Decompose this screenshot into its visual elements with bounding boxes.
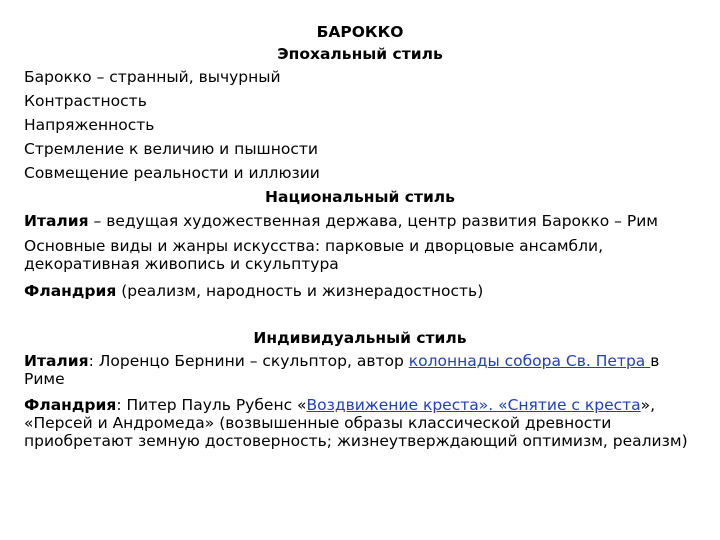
individual-heading: Индивидуальный стиль	[253, 329, 467, 347]
epochal-item: Напряженность	[24, 116, 155, 134]
national-heading: Национальный стиль	[265, 188, 455, 206]
individual-italy-text: : Лоренцо Бернини – скульптор, автор	[88, 352, 409, 370]
individual-flanders-text-end: », «Персей и Андромеда» (возвышенные образы классической древности приобретают земную достоверность; жизнеутверждающий оптимизм, реализм)	[24, 396, 688, 450]
epochal-item: Барокко – странный, вычурный	[24, 68, 281, 86]
country-name: Фландрия	[24, 396, 117, 414]
country-name: Италия	[24, 352, 89, 370]
individual-flanders	[24, 396, 704, 450]
epochal-item: Совмещение реальности и иллюзии	[24, 164, 320, 182]
national-flanders	[24, 281, 704, 301]
colonnade-link[interactable]: колоннады собора Св. Петра	[408, 352, 651, 370]
epochal-heading: Эпохальный стиль	[277, 45, 443, 63]
national-italy	[24, 211, 704, 231]
epochal-item: Контрастность	[24, 92, 147, 110]
epochal-item: Стремление к величию и пышности	[24, 140, 318, 158]
individual-flanders-text: : Питер Пауль Рубенс «	[116, 396, 307, 414]
country-name: Фландрия	[24, 282, 117, 300]
individual-italy-text-end: в Риме	[24, 352, 660, 388]
slide-title: БАРОККО	[316, 23, 404, 41]
country-name: Италия	[24, 212, 89, 230]
national-flanders-text: (реализм, народность и жизнерадостность)	[116, 282, 484, 300]
national-genres: Основные виды и жанры искусства: парковые и дворцовые ансамбли, декоративная живопись и скульптура	[24, 237, 603, 273]
individual-italy	[24, 352, 704, 388]
national-italy-text: – ведущая художественная держава, центр развития Барокко – Рим	[88, 212, 658, 230]
paintings-link[interactable]: Воздвижение креста». «Снятие с креста	[306, 396, 641, 414]
